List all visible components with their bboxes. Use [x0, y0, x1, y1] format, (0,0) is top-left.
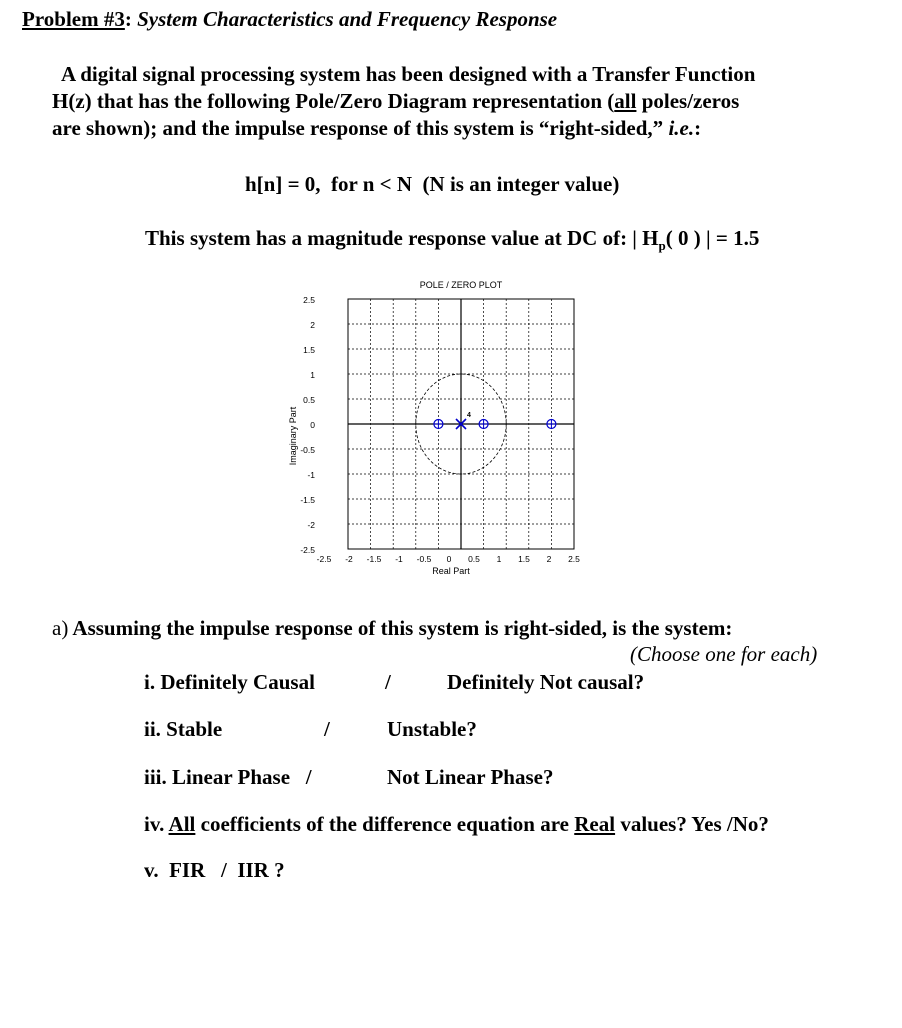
- x-tick-label: 0: [446, 554, 452, 564]
- option-ii-unstable: Unstable?: [387, 717, 477, 741]
- x-axis-label: Real Part: [432, 566, 470, 576]
- option-iv-all: All: [168, 812, 196, 836]
- option-iii-linear-phase: iii. Linear Phase /: [144, 765, 312, 789]
- x-tick-label: -2: [345, 554, 353, 564]
- x-tick-label: -0.5: [416, 554, 432, 564]
- y-tick-label: -1: [307, 470, 315, 480]
- y-tick-label: -1.5: [300, 495, 315, 505]
- pole-zero-plot: [270, 272, 600, 582]
- y-tick-label: -2: [307, 520, 315, 530]
- problem-heading: [22, 7, 557, 32]
- dc-magnitude-statement: [145, 226, 759, 254]
- problem-label: Problem #3: [22, 7, 125, 31]
- x-tick-label: 2: [546, 554, 552, 564]
- x-tick-label: 1.5: [518, 554, 530, 564]
- y-tick-label: -2.5: [300, 545, 315, 555]
- option-iv-mid: coefficients of the difference equation are: [195, 812, 575, 836]
- y-tick-label: 0.5: [303, 395, 315, 405]
- option-ii-stable: ii. Stable: [144, 717, 223, 741]
- x-tick-label: -1.5: [366, 554, 382, 564]
- y-tick-label: 2.5: [303, 295, 315, 305]
- intro-all-underlined: all: [614, 89, 637, 113]
- intro-line-3: [52, 116, 701, 141]
- dc-post: ( 0 ) | = 1.5: [665, 226, 760, 250]
- option-iii-not-linear-phase: Not Linear Phase?: [387, 765, 554, 789]
- part-a-text: Assuming the impulse response of this system is right-sided, is the system:: [68, 616, 733, 640]
- problem-colon: :: [124, 7, 132, 31]
- x-tick-label: -1: [395, 554, 403, 564]
- option-ii-separator: /: [324, 717, 330, 741]
- y-tick-label: 0: [310, 420, 315, 430]
- y-tick-label: 1: [310, 370, 315, 380]
- x-tick-label: -2.5: [316, 554, 332, 564]
- option-i-not-causal: Definitely Not causal?: [447, 670, 645, 694]
- choose-one-hint: (Choose one for each): [630, 642, 818, 666]
- intro-line-2-post: poles/zeros: [636, 89, 740, 113]
- option-i-causal: i. Definitely Causal: [144, 670, 315, 694]
- option-iv-real: Real: [574, 812, 616, 836]
- x-tick-label: 0.5: [468, 554, 480, 564]
- y-tick-label: 2: [310, 320, 315, 330]
- y-tick-label: 1.5: [303, 345, 315, 355]
- problem-title: System Characteristics and Frequency Response: [137, 7, 558, 31]
- intro-line-1: A digital signal processing system has been designed with a Transfer Function: [61, 62, 756, 86]
- dc-subscript: p: [658, 238, 666, 254]
- y-tick-label: -0.5: [300, 445, 315, 455]
- y-axis-label: Imaginary Part: [288, 406, 298, 466]
- intro-line-2: [52, 89, 739, 114]
- part-a-question: [52, 616, 732, 641]
- option-i-separator: /: [385, 670, 391, 694]
- part-a-prefix: a): [52, 616, 69, 640]
- dc-pre: This system has a magnitude response value at DC of: | H: [145, 226, 659, 250]
- intro-line-2-pre: H(z) that has the following Pole/Zero Diagram representation (: [52, 89, 615, 113]
- option-iv-coefficients: [144, 812, 769, 837]
- intro-line-3-pre: are shown); and the impulse response of this system is “right-sided,”: [52, 116, 669, 140]
- impulse-condition-equation: h[n] = 0, for n < N (N is an integer value): [245, 172, 620, 196]
- option-iv-post: values? Yes /No?: [615, 812, 769, 836]
- intro-line-3-post: :: [694, 116, 702, 140]
- plot-title: POLE / ZERO PLOT: [419, 280, 503, 290]
- x-tick-label: 1: [496, 554, 502, 564]
- x-tick-label: 2.5: [568, 554, 580, 564]
- pole-multiplicity-label: 4: [467, 412, 471, 419]
- option-iv-pre: iv.: [144, 812, 169, 836]
- intro-ie: i.e.: [668, 116, 695, 140]
- option-v-fir-iir: v. FIR / IIR ?: [144, 858, 285, 882]
